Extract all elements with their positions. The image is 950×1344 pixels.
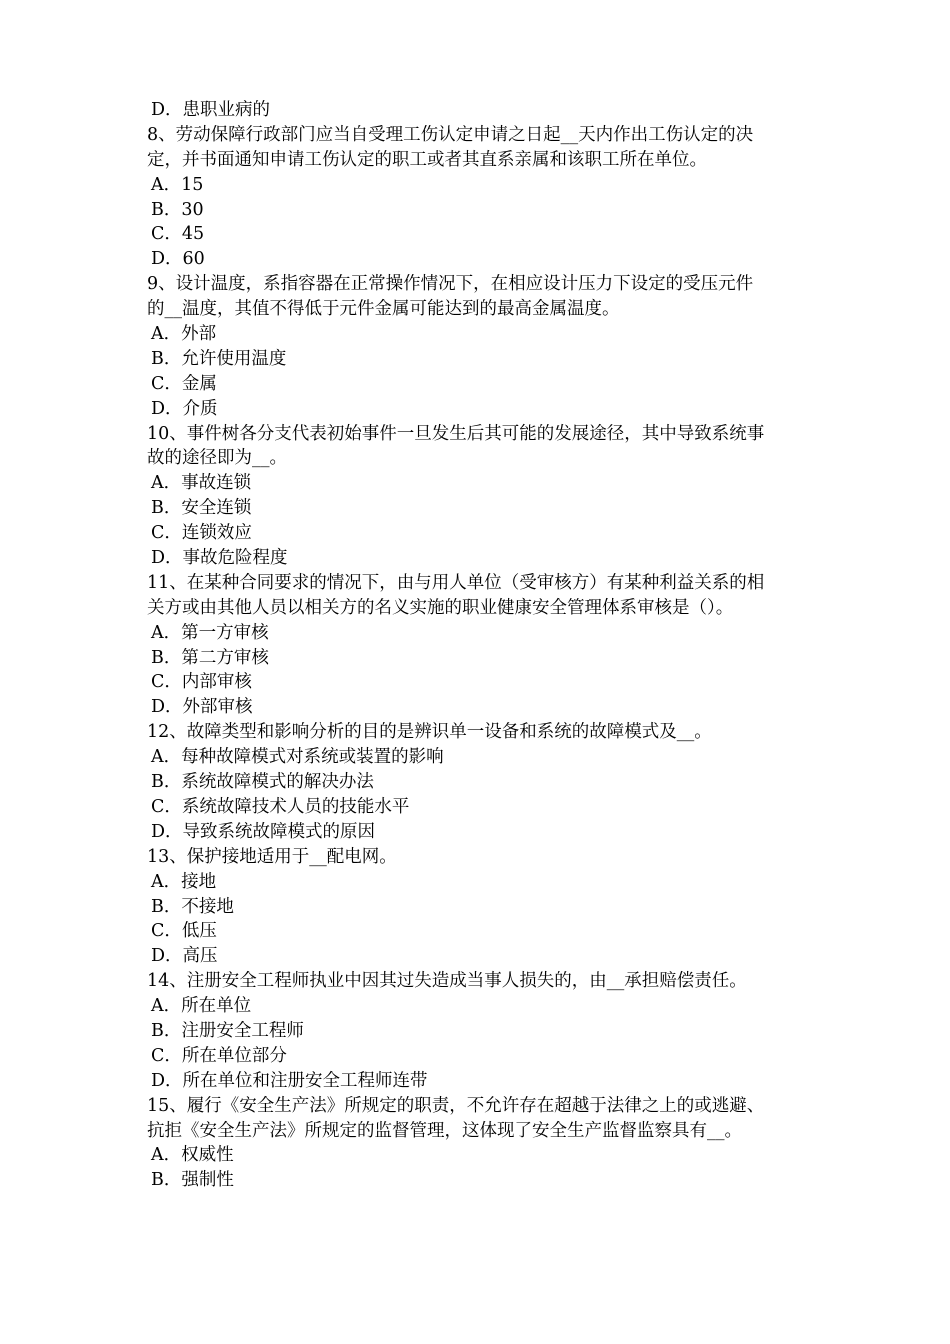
answer-option: B．不接地 [151,896,234,917]
answer-option: C．所在单位部分 [151,1045,287,1066]
answer-option: B．第二方审核 [151,647,269,668]
answer-option: C．金属 [151,373,217,394]
answer-option: C．连锁效应 [151,523,252,544]
answer-option: D．所在单位和注册安全工程师连带 [151,1070,428,1091]
answer-option: B．安全连锁 [151,498,252,519]
question-text: 故的途径即为__。 [147,448,287,469]
answer-option: A．第一方审核 [151,622,269,643]
answer-option: B．30 [151,199,204,220]
answer-option: D．60 [151,249,205,270]
answer-option: A．15 [151,174,204,195]
question-text: 的__温度，其值不得低于元件金属可能达到的最高金属温度。 [147,299,620,320]
question-text: 8、劳动保障行政部门应当自受理工伤认定申请之日起__天内作出工伤认定的决 [147,124,754,145]
question-text: 14、注册安全工程师执业中因其过失造成当事人损失的，由__承担赔偿责任。 [147,971,747,992]
question-text: 13、保护接地适用于__配电网。 [147,846,397,867]
answer-option: A．所在单位 [151,996,252,1017]
answer-option: D．介质 [151,398,218,419]
question-text: 抗拒《安全生产法》所规定的监督管理，这体现了安全生产监督监察具有__。 [147,1120,742,1141]
question-text: 定，并书面通知申请工伤认定的职工或者其直系亲属和该职工所在单位。 [147,149,707,170]
answer-option: A．每种故障模式对系统或装置的影响 [151,747,444,768]
answer-option: A．权威性 [151,1145,234,1166]
answer-option: D．患职业病的 [151,100,271,120]
question-text: 关方或由其他人员以相关方的名义实施的职业健康安全管理体系审核是（）。 [147,597,734,618]
document-body [147,98,819,1193]
answer-option: B．允许使用温度 [151,348,287,369]
question-text: 15、履行《安全生产法》所规定的职责，不允许存在超越于法律之上的或逃避、 [147,1095,765,1116]
answer-option: A．接地 [151,871,217,892]
answer-option: C．45 [151,224,205,245]
answer-option: D．外部审核 [151,697,253,718]
answer-option: C．低压 [151,921,217,942]
answer-option: A．事故连锁 [151,473,252,494]
answer-option: B．注册安全工程师 [151,1020,304,1041]
answer-option: C．内部审核 [151,672,252,693]
answer-option: B．系统故障模式的解决办法 [151,772,374,793]
answer-option: A．外部 [151,324,217,345]
answer-option: D．导致系统故障模式的原因 [151,821,376,842]
answer-option: D．高压 [151,946,218,967]
question-text: 11、在某种合同要求的情况下，由与用人单位（受审核方）有某种利益关系的相 [147,572,765,593]
question-text: 12、故障类型和影响分析的目的是辨识单一设备和系统的故障模式及__。 [147,722,712,743]
answer-option: C．系统故障技术人员的技能水平 [151,796,410,817]
answer-option: D．事故危险程度 [151,548,288,569]
answer-option: B．强制性 [151,1170,234,1191]
question-text: 9、设计温度，系指容器在正常操作情况下，在相应设计压力下设定的受压元件 [147,274,754,295]
question-text: 10、事件树各分支代表初始事件一旦发生后其可能的发展途径，其中导致系统事 [147,423,765,444]
